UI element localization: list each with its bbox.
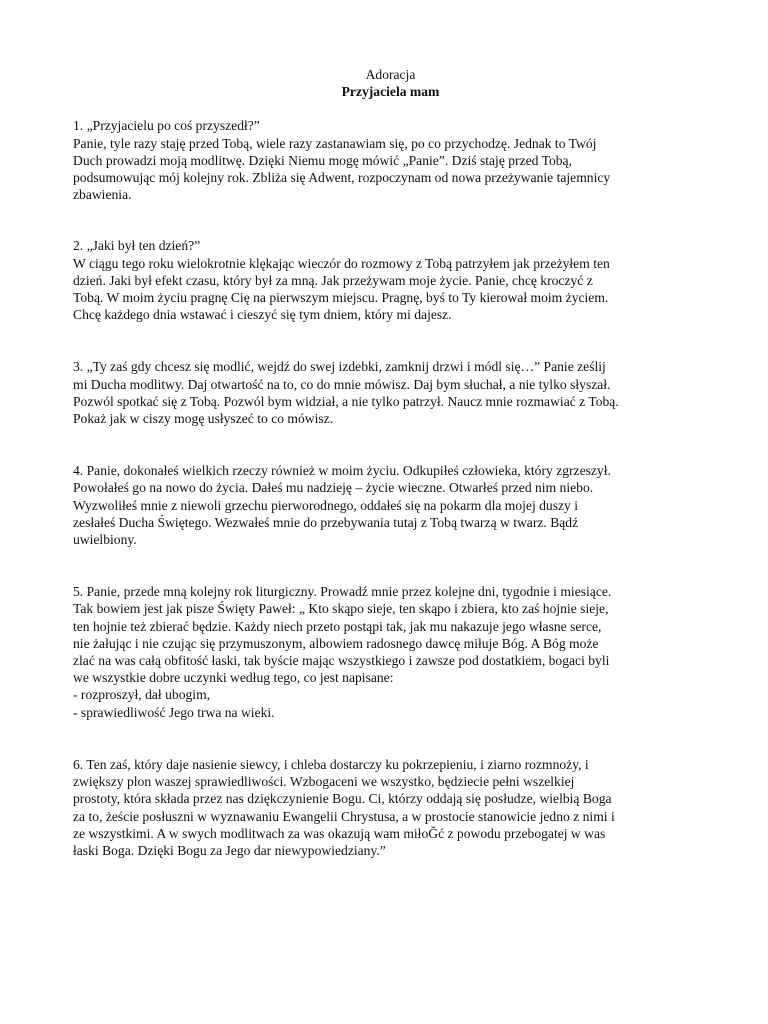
- paragraph-line: nie żałując i nie czując się przymuszonym, albowiem radosnego dawcę miłuje Bóg. A Bóg może: [73, 635, 599, 651]
- section-2: [73, 237, 708, 323]
- section-1-heading: 1. „Przyjacielu po coś przyszedł?”: [73, 118, 260, 134]
- paragraph-line: Pokaż jak w ciszy mogę usłyszeć to co mówisz.: [73, 411, 334, 427]
- section-5: [73, 583, 708, 721]
- paragraph-line: Duch prowadzi moją modlitwę. Dzięki Niemu mogę mówić „Panie”. Dziś staję przed Tobą,: [73, 152, 572, 168]
- paragraph-line: we wszystkie dobre uczynki według tego, co jest napisane:: [73, 670, 394, 686]
- paragraph-line: zesłałeś Ducha Świętego. Wezwałeś mnie do przebywania tutaj z Tobą twarzą w twarz. Bądź: [73, 514, 579, 530]
- paragraph-line: zlać na was całą obfitość łaski, tak byście mając wszystkiego i zawsze pod dostatkiem, bogaci byli: [73, 653, 610, 669]
- section-2-heading: 2. „Jaki był ten dzień?”: [73, 238, 201, 254]
- paragraph-line: 3. „Ty zaś gdy chcesz się modlić, wejdź do swej izdebki, zamknij drzwi i módl się…” Panie ześlij: [73, 359, 606, 375]
- section-3: [73, 358, 708, 427]
- paragraph-line: ze wszystkimi. A w swych modlitwach za was okazują wam miłoĞć z powodu przebogatej w was: [73, 825, 606, 841]
- paragraph-line: Tobą. W moim życiu pragnę Cię na pierwszym miejscu. Pragnę, byś to Ty kierował moim życiem.: [73, 290, 609, 306]
- paragraph-line: 4. Panie, dokonałeś wielkich rzeczy również w moim życiu. Odkupiłeś człowieka, który zgrzeszył.: [73, 463, 611, 479]
- document-heading: [73, 66, 708, 100]
- paragraph-line: Chcę każdego dnia wstawać i cieszyć się tym dniem, który mi dajesz.: [73, 307, 452, 323]
- paragraph-line: uwielbiony.: [73, 532, 137, 548]
- paragraph-line: Wyzwoliłeś mnie z niewoli grzechu pierworodnego, oddałeś się na pokarm dla mojej duszy i: [73, 497, 579, 513]
- section-4: [73, 462, 708, 548]
- paragraph-line: zwiększy plon waszej sprawiedliwości. Wzbogaceni we wszystko, będziecie pełni wszelkiej: [73, 774, 575, 790]
- paragraph-line: 5. Panie, przede mną kolejny rok liturgiczny. Prowadź mnie przez kolejne dni, tygodnie i miesiące.: [73, 584, 612, 600]
- section-6: [73, 756, 708, 859]
- paragraph-line: łaski Boga. Dzięki Bogu za Jego dar niewypowiedziany.”: [73, 842, 386, 858]
- paragraph-line: podsumowując mój kolejny rok. Zbliża się Adwent, rozpoczynam od nowa przeżywanie tajemnicy: [73, 170, 611, 186]
- paragraph-line: mi Ducha modlitwy. Daj otwartość na to, co do mnie mówisz. Daj bym słuchał, a nie tylko słyszał.: [73, 376, 611, 392]
- document-subtitle: Przyjaciela mam: [341, 84, 440, 100]
- document-title: Adoracja: [365, 67, 416, 82]
- paragraph-line: W ciągu tego roku wielokrotnie klękając wieczór do rozmowy z Tobą patrzyłem jak przeżyłem ten: [73, 255, 610, 271]
- paragraph-line: Pozwól spotkać się z Tobą. Pozwól bym widział, a nie tylko patrzył. Naucz mnie rozmawiać z Tobą.: [73, 393, 619, 409]
- paragraph-line: prostoty, która składa przez nas dziękczynienie Bogu. Ci, którzy oddają się posłudze, wielbią Boga: [73, 791, 612, 807]
- section-1: [73, 117, 708, 203]
- paragraph-line: zbawienia.: [73, 187, 132, 203]
- paragraph-line: dzień. Jaki był efekt czasu, który był za mną. Jak przeżywam moje życie. Panie, chcę kroczyć z: [73, 272, 593, 288]
- paragraph-line: Powołałeś go na nowo do życia. Dałeś mu nadzieję – życie wieczne. Otwarłeś przed nim niebo.: [73, 480, 594, 496]
- list-item: - sprawiedliwość Jego trwa na wieki.: [73, 704, 275, 720]
- paragraph-line: Tak bowiem jest jak pisze Święty Paweł: „ Kto skąpo sieje, ten skąpo i zbiera, kto zaś hojnie sieje,: [73, 601, 609, 617]
- list-item: - rozproszył, dał ubogim,: [73, 687, 211, 703]
- paragraph-line: 6. Ten zaś, który daje nasienie siewcy, i chleba dostarczy ku pokrzepieniu, i ziarno rozmnoży, i: [73, 756, 589, 772]
- paragraph-line: za to, żeście posłuszni w wyznawaniu Ewangelii Chrystusa, a w prostocie stanowicie jedno z nimi i: [73, 808, 615, 824]
- paragraph-line: Panie, tyle razy staję przed Tobą, wiele razy zastanawiam się, po co przychodzę. Jednak to Twój: [73, 135, 597, 151]
- paragraph-line: ten hojnie też zbierać będzie. Każdy niech przeto postąpi tak, jak mu nakazuje jego własne serce,: [73, 618, 602, 634]
